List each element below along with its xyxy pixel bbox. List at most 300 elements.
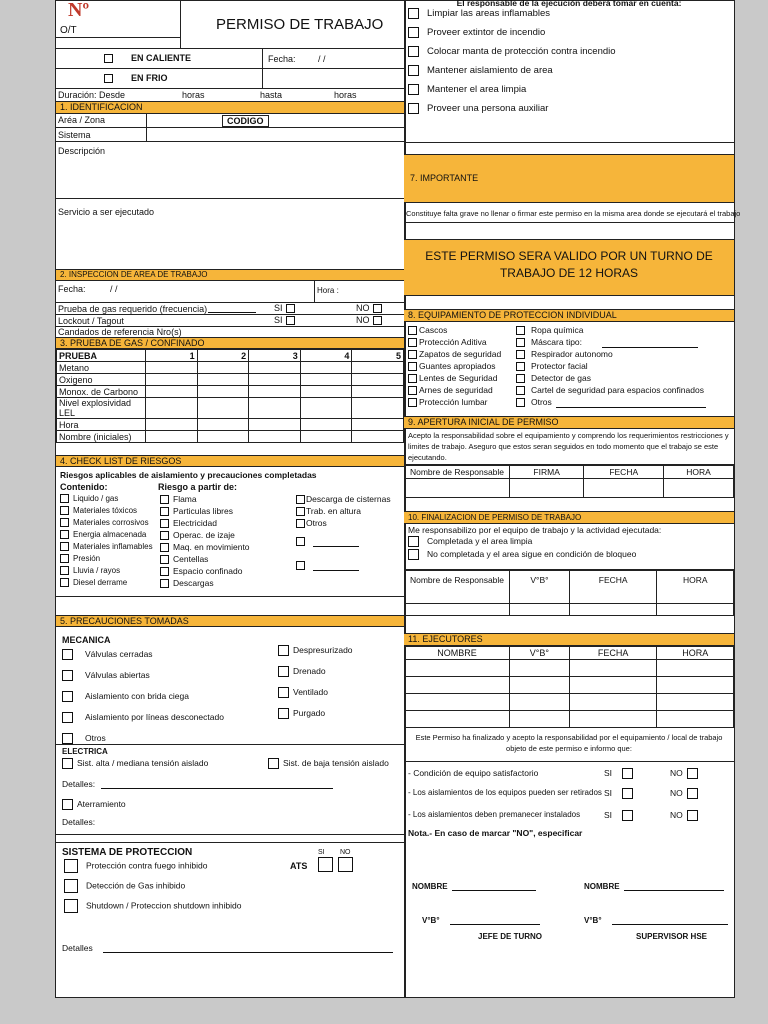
precaution-label: Despresurizado: [293, 645, 353, 655]
proteccion-label: Shutdown / Proteccion shutdown inhibido: [86, 900, 242, 911]
table-row: [405, 604, 734, 616]
risk-label: Descargas: [173, 578, 214, 588]
risk-checkbox[interactable]: [60, 542, 69, 551]
gas-cell[interactable]: [300, 419, 352, 431]
gas-test-header: 4: [300, 350, 352, 362]
table-row: [405, 466, 734, 479]
list-item[interactable]: [160, 565, 250, 577]
epp-checkbox[interactable]: [408, 386, 417, 395]
gas-cell[interactable]: [352, 362, 404, 374]
ats-no-label: NO: [340, 849, 351, 856]
list-item[interactable]: [516, 336, 706, 348]
ejecutor-cell[interactable]: [657, 711, 734, 728]
list-item[interactable]: [516, 348, 706, 360]
section-8-header: 8. EQUIPAMIENTO DE PROTECCION INDIVIDUAL: [404, 310, 734, 322]
ejecutor-cell[interactable]: [510, 711, 570, 728]
list-item[interactable]: [60, 505, 153, 517]
prueba-gas-no[interactable]: [356, 303, 386, 313]
table-row: [405, 694, 734, 711]
nombre-label: NOMBRE: [412, 882, 448, 891]
risk-checkbox[interactable]: [60, 506, 69, 515]
table-row: [405, 677, 734, 694]
ejecutor-cell[interactable]: [657, 660, 734, 677]
no-completada-label: No completada y el area sigue en condición de bloqueo: [427, 549, 637, 559]
gas-cell[interactable]: [300, 386, 352, 398]
epp-right-list: [516, 324, 706, 408]
risk-label: Operac. de izaje: [173, 530, 235, 540]
responsable-checkbox[interactable]: [408, 65, 419, 76]
ejecutor-cell[interactable]: [405, 677, 510, 694]
list-item[interactable]: [408, 103, 734, 122]
list-item[interactable]: [160, 577, 250, 589]
responsable-checkbox[interactable]: [408, 46, 419, 57]
ejecutor-cell[interactable]: [569, 711, 657, 728]
table-row: [405, 479, 734, 498]
nombre-supervisor[interactable]: [584, 882, 724, 891]
detalles-sistema[interactable]: [62, 943, 393, 953]
list-item[interactable]: [408, 384, 501, 396]
risk-checkbox[interactable]: [160, 579, 169, 588]
risk-checklist: [56, 467, 404, 597]
list-item[interactable]: [296, 505, 391, 517]
detalles-aterramiento-label: Detalles:: [62, 817, 96, 827]
vb-supervisor[interactable]: [584, 916, 728, 925]
epp-checkbox[interactable]: [516, 374, 525, 383]
area-row[interactable]: [56, 114, 404, 128]
validity-banner: [404, 240, 734, 296]
gas-cell[interactable]: [146, 374, 198, 386]
list-item[interactable]: [60, 541, 153, 553]
finalizacion-cell[interactable]: [405, 604, 510, 616]
candados-label: Candados de referencia Nro(s): [58, 327, 182, 337]
aterramiento-label: Aterramiento: [77, 799, 126, 809]
table-row: [57, 362, 404, 374]
epp-checkbox[interactable]: [516, 326, 525, 335]
list-item[interactable]: [408, 372, 501, 384]
condition-2-si[interactable]: [604, 788, 637, 799]
list-item[interactable]: [408, 46, 734, 65]
list-item[interactable]: [60, 553, 153, 565]
right-column: [404, 0, 741, 997]
prueba-gas-no-checkbox[interactable]: [373, 304, 382, 313]
ejecutor-cell[interactable]: [405, 660, 510, 677]
list-item[interactable]: [278, 708, 353, 729]
ejecutores-col-header: NOMBRE: [405, 647, 510, 660]
list-item[interactable]: [60, 493, 153, 505]
epp-checkbox[interactable]: [516, 362, 525, 371]
risk-checkbox[interactable]: [160, 543, 169, 552]
responsable-list: [404, 8, 734, 122]
nombre-label: NOMBRE: [584, 882, 620, 891]
ejecutor-cell[interactable]: [569, 660, 657, 677]
risk-checkbox[interactable]: [296, 537, 305, 546]
gas-cell[interactable]: [197, 362, 249, 374]
ejecutor-cell[interactable]: [405, 694, 510, 711]
ejecutor-cell[interactable]: [657, 694, 734, 711]
risk-checkbox[interactable]: [60, 578, 69, 587]
precaution-checkbox[interactable]: [62, 691, 73, 702]
ejecutor-cell[interactable]: [569, 677, 657, 694]
gas-cell[interactable]: [352, 386, 404, 398]
finalizacion-col-header: V°B°: [510, 571, 570, 604]
finalizacion-cell[interactable]: [569, 604, 657, 616]
prueba-gas-si-label: SI: [274, 303, 283, 313]
riesgo-list: [160, 493, 250, 589]
jefe-turno-label: JEFE DE TURNO: [478, 932, 543, 941]
ejecutor-cell[interactable]: [657, 677, 734, 694]
gas-cell[interactable]: [249, 374, 301, 386]
responsable-checkbox[interactable]: [408, 84, 419, 95]
condition-1-no[interactable]: [670, 768, 702, 779]
si-checkbox[interactable]: [622, 810, 633, 821]
list-item[interactable]: [160, 493, 250, 505]
apertura-col-header: HORA: [664, 466, 734, 479]
apertura-col-header: Nombre de Responsable: [405, 466, 510, 479]
responsable-title: El responsable de la ejecución deberá tomar en cuenta:: [456, 0, 682, 8]
risk-label: Particulas libres: [173, 506, 233, 516]
lockout-si[interactable]: [274, 315, 299, 325]
electrica-label: ELECTRICA: [62, 747, 108, 756]
risk-checkbox[interactable]: [160, 507, 169, 516]
risk-label: Otros: [306, 518, 327, 528]
nota-text: Nota.- En caso de marcar "NO", especificar: [408, 828, 583, 838]
list-item[interactable]: [408, 8, 734, 27]
inspeccion-fecha-row[interactable]: [56, 281, 404, 303]
list-item[interactable]: [408, 396, 501, 408]
epp-checkbox[interactable]: [516, 386, 525, 395]
gas-cell[interactable]: [146, 431, 198, 443]
gas-cell[interactable]: [300, 362, 352, 374]
gas-cell[interactable]: [249, 431, 301, 443]
epp-checkbox[interactable]: [408, 338, 417, 347]
ejecutor-cell[interactable]: [405, 711, 510, 728]
precaution-checkbox[interactable]: [62, 712, 73, 723]
lockout-no-checkbox[interactable]: [373, 316, 382, 325]
gas-cell[interactable]: [352, 431, 404, 443]
table-row: [57, 419, 404, 431]
list-item[interactable]: [278, 666, 353, 687]
ats-si-checkbox[interactable]: [318, 857, 333, 872]
list-item[interactable]: [160, 529, 250, 541]
no-checkbox[interactable]: [687, 768, 698, 779]
condition-1-si[interactable]: [604, 768, 637, 779]
number-symbol: Nº: [68, 0, 90, 21]
aterramiento-checkbox[interactable]: [62, 799, 73, 810]
precaution-label: Drenado: [293, 666, 326, 676]
epp-label: Respirador autonomo: [531, 349, 613, 359]
alta-tension-checkbox[interactable]: [62, 758, 73, 769]
list-item[interactable]: [516, 396, 706, 408]
hora-label: Hora :: [317, 286, 339, 295]
precaution-checkbox[interactable]: [62, 733, 73, 744]
nombre-jefe[interactable]: [412, 882, 536, 891]
risk-checkbox[interactable]: [60, 518, 69, 527]
precaution-label: Otros: [85, 733, 106, 743]
list-item[interactable]: [408, 360, 501, 372]
list-item[interactable]: [408, 348, 501, 360]
list-item[interactable]: [516, 324, 706, 336]
ats-label: ATS: [290, 861, 308, 871]
responsable-label: Proveer extintor de incendio: [427, 27, 546, 39]
risk-checkbox[interactable]: [160, 531, 169, 540]
proteccion-checkbox[interactable]: [64, 859, 78, 873]
precaution-checkbox[interactable]: [278, 645, 289, 656]
list-item[interactable]: [60, 529, 153, 541]
gas-cell[interactable]: [197, 419, 249, 431]
list-item[interactable]: [160, 541, 250, 553]
en-caliente-row: [56, 49, 404, 69]
sistema-row[interactable]: [56, 128, 404, 142]
epp-checkbox[interactable]: [516, 338, 525, 347]
gas-cell[interactable]: [146, 398, 198, 419]
risk-label: Materiales inflamables: [73, 542, 153, 551]
prueba-gas-si[interactable]: [274, 303, 299, 313]
list-item[interactable]: [60, 517, 153, 529]
gas-cell[interactable]: [300, 374, 352, 386]
risk-label: Electricidad: [173, 518, 217, 528]
list-item[interactable]: [62, 670, 224, 691]
sistema-proteccion-block: [56, 843, 404, 991]
descripcion-label: Descripción: [58, 146, 106, 156]
responsable-checkbox[interactable]: [408, 103, 419, 114]
gas-cell[interactable]: [249, 386, 301, 398]
list-item[interactable]: [64, 879, 241, 899]
gas-cell[interactable]: [300, 398, 352, 419]
risk-checkbox[interactable]: [60, 530, 69, 539]
gas-test-header: 1: [146, 350, 198, 362]
precaution-checkbox[interactable]: [278, 708, 289, 719]
risk-checkbox[interactable]: [60, 554, 69, 563]
proteccion-checkbox[interactable]: [64, 879, 78, 893]
condition-3-si[interactable]: [604, 810, 637, 821]
list-item[interactable]: [296, 559, 391, 571]
list-item[interactable]: [160, 517, 250, 529]
ejecutor-cell[interactable]: [510, 660, 570, 677]
list-item[interactable]: [296, 535, 391, 547]
completada-checkbox[interactable]: [408, 536, 419, 547]
finalizacion-table: [404, 570, 734, 616]
vb-label: V°B°: [584, 916, 602, 925]
en-frio-checkbox[interactable]: [104, 74, 113, 83]
importante-note-text: Constituye falta grave no llenar o firmar este permiso en la misma area donde se ejecutará el trabajo: [406, 209, 741, 218]
epp-label: Detector de gas: [531, 373, 592, 383]
list-item[interactable]: [278, 687, 353, 708]
si-checkbox[interactable]: [622, 768, 633, 779]
finalizacion-block: [404, 524, 734, 570]
precaution-checkbox[interactable]: [62, 670, 73, 681]
form-header: [56, 1, 404, 49]
epp-checkbox[interactable]: [408, 398, 417, 407]
section-9-header: 9. APERTURA INICIAL DE PERMISO: [404, 417, 734, 429]
electrica-block: [56, 745, 404, 835]
epp-checkbox[interactable]: [408, 374, 417, 383]
no-checkbox[interactable]: [687, 788, 698, 799]
completada-option[interactable]: [404, 536, 734, 549]
gas-test-header: PRUEBA: [57, 350, 146, 362]
risk-checkbox[interactable]: [160, 555, 169, 564]
gas-cell[interactable]: [146, 362, 198, 374]
si-label: SI: [604, 768, 613, 778]
gas-cell[interactable]: [197, 374, 249, 386]
list-item[interactable]: [160, 553, 250, 565]
list-item[interactable]: [516, 360, 706, 372]
supervisor-hse-label: SUPERVISOR HSE: [636, 932, 707, 941]
lockout-row: [56, 315, 404, 327]
responsable-checkbox[interactable]: [408, 8, 419, 19]
ejecutor-cell[interactable]: [510, 677, 570, 694]
list-item[interactable]: [62, 691, 224, 712]
no-completada-option[interactable]: [404, 549, 734, 562]
lockout-label: Lockout / Tagout: [58, 316, 124, 326]
epp-checkbox[interactable]: [408, 326, 417, 335]
en-caliente-option[interactable]: [104, 53, 191, 63]
en-frio-row: [56, 69, 404, 89]
gas-cell[interactable]: [197, 398, 249, 419]
gas-cell[interactable]: [352, 398, 404, 419]
list-item[interactable]: [62, 649, 224, 670]
risk-checkbox[interactable]: [60, 494, 69, 503]
risk-checkbox[interactable]: [160, 567, 169, 576]
detalles-sistema-label: Detalles: [62, 943, 93, 953]
candados-row[interactable]: [56, 327, 404, 338]
no-completada-checkbox[interactable]: [408, 549, 419, 560]
hasta-label: hasta: [260, 90, 283, 100]
epp-label: Zapatos de seguridad: [419, 349, 502, 359]
list-item[interactable]: [408, 336, 501, 348]
section-7-header: [404, 155, 734, 203]
precaution-checkbox[interactable]: [278, 666, 289, 677]
epp-checkbox[interactable]: [408, 350, 417, 359]
sistema-label: Sistema: [58, 130, 91, 140]
servicio-row[interactable]: [56, 199, 404, 270]
apertura-cell[interactable]: [584, 479, 664, 498]
gas-cell[interactable]: [197, 386, 249, 398]
responsable-label: Proveer una persona auxiliar: [427, 103, 549, 115]
prueba-gas-si-checkbox[interactable]: [286, 304, 295, 313]
epp-label: Otros: [531, 397, 552, 407]
finalizacion-cell[interactable]: [510, 604, 570, 616]
risk-checkbox[interactable]: [296, 519, 305, 528]
gas-cell[interactable]: [249, 398, 301, 419]
final-text: Este Permiso ha finalizado y acepto la responsabilidad por el equipamiento / local de trabajo objeto de este permiso e informo que:: [404, 728, 734, 762]
no-checkbox[interactable]: [687, 810, 698, 821]
lockout-no[interactable]: [356, 315, 386, 325]
apertura-cell[interactable]: [510, 479, 584, 498]
section-5-header: 5. PRECAUCIONES TOMADAS: [56, 615, 404, 627]
list-item[interactable]: [408, 84, 734, 103]
epp-checkbox[interactable]: [516, 350, 525, 359]
detalles-electrica[interactable]: [62, 779, 333, 789]
list-item[interactable]: [516, 372, 706, 384]
en-caliente-checkbox[interactable]: [104, 54, 113, 63]
list-item[interactable]: [278, 645, 353, 666]
aterramiento-option[interactable]: [62, 799, 126, 810]
gas-cell[interactable]: [300, 431, 352, 443]
proteccion-label: Protección contra fuego inhibido: [86, 860, 208, 871]
contenido-list: [60, 493, 153, 589]
risk-checkbox[interactable]: [296, 495, 305, 504]
gas-test-row-label: Hora: [57, 419, 146, 431]
precaution-checkbox[interactable]: [278, 687, 289, 698]
gas-test-header: 2: [197, 350, 249, 362]
gas-cell[interactable]: [249, 419, 301, 431]
apertura-col-header: FIRMA: [510, 466, 584, 479]
baja-tension-checkbox[interactable]: [268, 758, 279, 769]
gas-cell[interactable]: [197, 431, 249, 443]
finalizacion-col-header: FECHA: [569, 571, 657, 604]
risk-checkbox[interactable]: [60, 566, 69, 575]
list-item[interactable]: [408, 324, 501, 336]
list-item[interactable]: [516, 384, 706, 396]
riesgo-label: Riesgo a partir de:: [158, 482, 238, 492]
importante-title: 7. IMPORTANTE: [410, 173, 479, 183]
gas-test-row-label: Monox. de Carbono: [57, 386, 146, 398]
epp-checkbox[interactable]: [408, 362, 417, 371]
list-item[interactable]: [408, 27, 734, 46]
alta-tension-option[interactable]: [62, 758, 208, 769]
list-item[interactable]: [64, 899, 241, 919]
risk-checkbox[interactable]: [160, 519, 169, 528]
precaution-checkbox[interactable]: [62, 649, 73, 660]
condition-3-no[interactable]: [670, 810, 702, 821]
gas-cell[interactable]: [249, 362, 301, 374]
risk-checkbox[interactable]: [296, 507, 305, 516]
apertura-cell[interactable]: [405, 479, 510, 498]
finalizacion-cell[interactable]: [657, 604, 734, 616]
apertura-cell[interactable]: [664, 479, 734, 498]
gas-cell[interactable]: [352, 374, 404, 386]
en-frio-option[interactable]: [104, 73, 168, 83]
list-item[interactable]: [64, 859, 241, 879]
form-title: PERMISO DE TRABAJO: [216, 16, 384, 33]
gas-test-row-label: Metano: [57, 362, 146, 374]
section-1-header: 1. IDENTIFICACION: [56, 102, 404, 114]
ejecutores-col-header: FECHA: [569, 647, 657, 660]
responsable-checkbox[interactable]: [408, 27, 419, 38]
epp-label: Máscara tipo:: [531, 337, 583, 347]
gas-cell[interactable]: [352, 419, 404, 431]
list-item[interactable]: [296, 493, 391, 505]
baja-tension-option[interactable]: [268, 758, 389, 769]
descripcion-row[interactable]: [56, 142, 404, 199]
ejecutor-cell[interactable]: [569, 694, 657, 711]
ats-no-checkbox[interactable]: [338, 857, 353, 872]
list-item[interactable]: [160, 505, 250, 517]
lockout-no-label: NO: [356, 315, 370, 325]
risk-label: Materiales tóxicos: [73, 506, 138, 515]
list-item[interactable]: [60, 565, 153, 577]
risk-checkbox[interactable]: [160, 495, 169, 504]
epp-checkbox[interactable]: [516, 398, 525, 407]
risk-checkbox[interactable]: [296, 561, 305, 570]
si-checkbox[interactable]: [622, 788, 633, 799]
table-row: [405, 647, 734, 660]
list-item[interactable]: [408, 65, 734, 84]
gas-cell[interactable]: [146, 386, 198, 398]
condition-2-no[interactable]: [670, 788, 702, 799]
ejecutor-cell[interactable]: [510, 694, 570, 711]
list-item[interactable]: [296, 517, 391, 529]
gas-test-header-row: [57, 350, 404, 362]
vb-jefe[interactable]: [422, 916, 540, 925]
list-item[interactable]: [60, 577, 153, 589]
gas-cell[interactable]: [146, 419, 198, 431]
lockout-si-checkbox[interactable]: [286, 316, 295, 325]
fecha-label: Fecha:: [268, 54, 296, 64]
proteccion-checkbox[interactable]: [64, 899, 78, 913]
list-item[interactable]: [62, 712, 224, 733]
condition-2-label: - Los aislamientos de los equipos pueden ser retirados: [408, 788, 602, 797]
